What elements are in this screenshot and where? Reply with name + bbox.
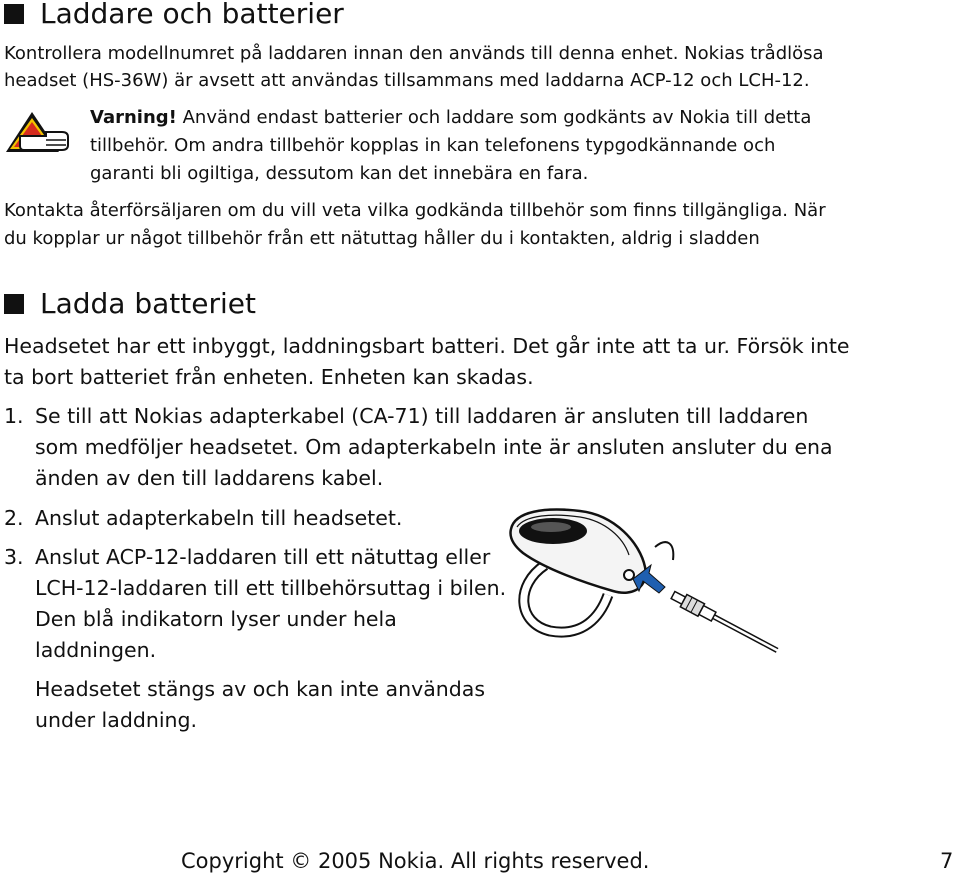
- intro-line-1: Kontrollera modellnumret på laddaren innan den används till denna enhet. Nokias trådlösa: [4, 43, 824, 64]
- warning-hand-icon: [4, 110, 70, 154]
- section-title: Laddare och batterier: [40, 0, 344, 30]
- warning-line-3: garanti bli ogiltiga, dessutom kan det innebära en fara.: [90, 163, 589, 184]
- step-number: 1.: [4, 404, 24, 428]
- warning-line-2: tillbehör. Om andra tillbehör kopplas in kan telefonens typgodkännande och: [90, 135, 776, 156]
- warning-line-1: [90, 104, 811, 132]
- footer-copyright: Copyright © 2005 Nokia. All rights reserved.: [181, 849, 650, 873]
- section-heading-charge: [4, 287, 256, 321]
- step-1-line-1: Se till att Nokias adapterkabel (CA-71) till laddaren är ansluten till laddaren: [35, 404, 809, 428]
- step-1-line-2: som medföljer headsetet. Om adapterkabeln inte är ansluten ansluter du ena: [35, 435, 833, 459]
- warning-text-1: Använd endast batterier och laddare som godkänts av Nokia till detta: [176, 107, 812, 128]
- heading-bullet-icon: [4, 4, 24, 24]
- step-3-line-1: Anslut ACP-12-laddaren till ett nätuttag eller: [35, 545, 491, 569]
- section-heading-chargers: [4, 0, 344, 31]
- headset-charging-illustration: [505, 505, 800, 655]
- step-number: 2.: [4, 506, 24, 530]
- step-number: 3.: [4, 545, 24, 569]
- step-1-line-3: änden av den till laddarens kabel.: [35, 466, 384, 490]
- warning-label: Varning!: [90, 107, 177, 128]
- charge-intro-2: ta bort batteriet från enheten. Enheten kan skadas.: [4, 365, 534, 389]
- heading-bullet-icon: [4, 294, 24, 314]
- contact-line-1: Kontakta återförsäljaren om du vill veta vilka godkända tillbehör som finns tillgängliga. När: [4, 200, 826, 221]
- step-3-line-3: Den blå indikatorn lyser under hela: [35, 607, 397, 631]
- note-line-2: under laddning.: [35, 708, 198, 732]
- step-3-line-2: LCH-12-laddaren till ett tillbehörsuttag i bilen.: [35, 576, 507, 600]
- step-3-line-4: laddningen.: [35, 638, 157, 662]
- step-2-line-1: Anslut adapterkabeln till headsetet.: [35, 506, 403, 530]
- intro-line-2: headset (HS-36W) är avsett att användas tillsammans med laddarna ACP-12 och LCH-12.: [4, 70, 810, 91]
- note-line-1: Headsetet stängs av och kan inte användas: [35, 677, 486, 701]
- page-number: 7: [940, 849, 954, 873]
- contact-line-2: du kopplar ur något tillbehör från ett nätuttag håller du i kontakten, aldrig i sladden: [4, 228, 760, 249]
- section-title: Ladda batteriet: [40, 287, 256, 320]
- charge-intro-1: Headsetet har ett inbyggt, laddningsbart batteri. Det går inte att ta ur. Försök inte: [4, 334, 850, 358]
